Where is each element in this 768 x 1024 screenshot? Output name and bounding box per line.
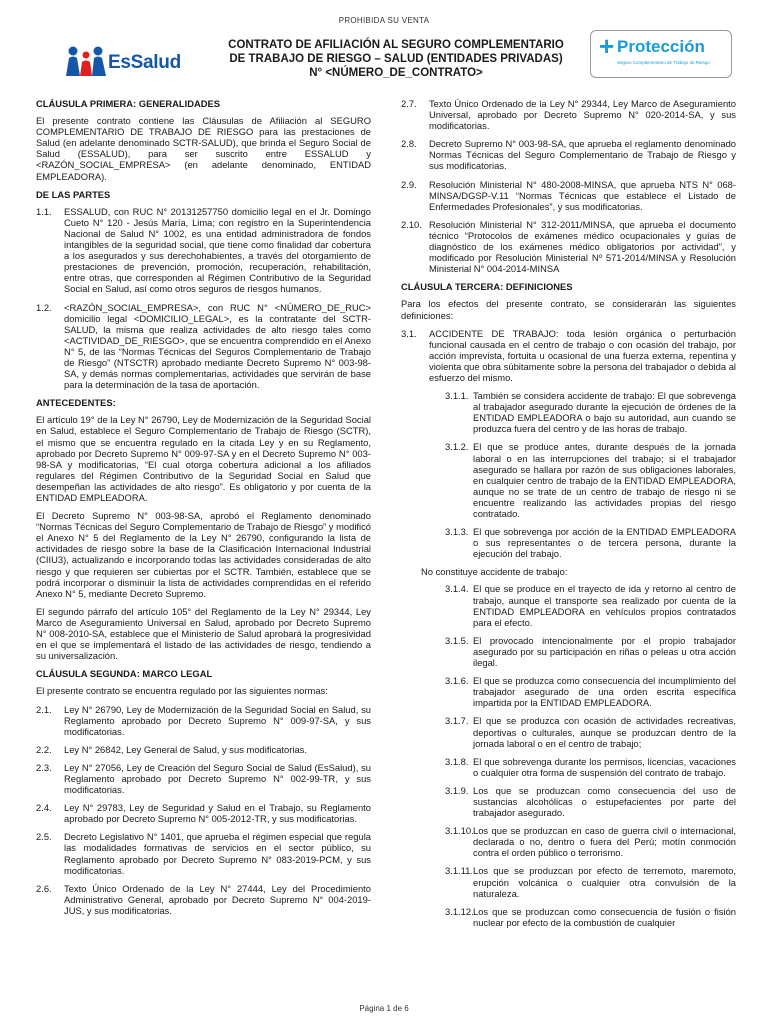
sub-item-number: 3.1.4. [445, 583, 469, 595]
page-number: Página 1 de 6 [359, 1004, 409, 1013]
sub-item-number: 3.1.1. [445, 390, 469, 402]
heading-clausula-primera: CLÁUSULA PRIMERA: GENERALIDADES [36, 98, 221, 109]
sub-list-item [401, 390, 736, 434]
item-text: Texto Único Ordenado de la Ley N° 27444, Ley del Procedimiento Administrativo General, aprobado por Decreto Supremo N° 004-2019-JUS, y sus modificatorias. [64, 882, 371, 916]
sub-list-item [401, 583, 736, 627]
list-item [401, 179, 736, 212]
sub-item-text: Los que se produzcan como consecuencia de fusión o fisión nuclear por efecto de la combustión de cualquier [473, 905, 736, 928]
plus-icon: + [599, 31, 615, 61]
item-number: 2.3. [36, 761, 52, 773]
item-number: 2.9. [401, 178, 417, 190]
item-number: 2.1. [36, 703, 52, 715]
heading-clausula-segunda: CLÁUSULA SEGUNDA: MARCO LEGAL [36, 668, 213, 680]
paragraph-definiciones: Para los efectos del presente contrato, se considerarán las siguientes definiciones: [401, 298, 736, 321]
sub-item-number: 3.1.10. [445, 825, 474, 837]
sub-item-number: 3.1.12. [445, 905, 474, 917]
item-text: Ley N° 29783, Ley de Seguridad y Salud en el Trabajo, su Reglamento aprobado por Decreto Supremo N° 005-2012-TR, y sus modificatorias. [64, 802, 371, 825]
item-text: Ley N° 26842, Ley General de Salud, y sus modificatorias. [64, 743, 307, 755]
item-text: <RAZÓN_SOCIAL_EMPRESA>, con RUC N° <NÚMERO_DE_RUC> domicilio legal <DOMICILIO_LEGAL>, es la contratante del SCTR-SALUD, la misma que realiza actividades de alto riesgo tales como <ACTIVIDAD_DE_RIESGO>, que se encuentra comprendido en el Anexo N° 5, de las “Normas Técnicas del Seguros Complementario de Trabajo de Riesgo” (NTSCTR) aprobado mediante Decreto Supremo N° 003-98-SA, y demás normas complementarias, actividades que servirán de base para la determinación de la tasa de aportación. [64, 301, 371, 391]
list-item [401, 328, 736, 383]
sub-item-number: 3.1.7. [445, 715, 469, 727]
list-item [36, 762, 371, 795]
title-line-3: N° <NÚMERO_DE_CONTRATO> [309, 67, 483, 79]
item-number: 2.8. [401, 138, 417, 150]
top-note: PROHIBIDA SU VENTA [338, 16, 430, 25]
paragraph-antecedentes-1: El artículo 19° de la Ley N° 26790, Ley de Modernización de la Seguridad Social en Salud, establece el Seguro Complementario de Trabajo de Riesgo (SCTR), el mismo que se encuentra regulado en la citada Ley y en su Reglamento, aprobado por Decreto Supremo N° 009-97-SA y en el Decreto Supremo N° 003-98-SA y modificatorias, “El cual otorga cobertura adicional a los afiliados regulares del Régimen Contributivo de la Seguridad Social en Salud que desempeñan las actividades de alto riesgo”. Es obligatorio y por cuenta de la ENTIDAD EMPLEADORA. [36, 414, 371, 503]
item-text: Decreto Legislativo N° 1401, que aprueba el régimen especial que regula las modalidades formativas de servicios en el sector público, su Reglamento aprobado por Decreto Supremo N° 083-2019-PCM, y sus modificatorias. [64, 831, 371, 876]
item-text: Resolución Ministerial N° 480-2008-MINSA, que aprueba NTS N° 068-MINSA/DGSP-V.11 “Normas Técnicas que establece el Listado de Enfermedades Profesionales”, y sus modificatorias. [429, 178, 736, 212]
proteccion-logo [590, 30, 732, 78]
list-item [401, 219, 736, 274]
item-number: 2.2. [36, 743, 52, 755]
sub-list-item [401, 906, 736, 928]
item-number: 1.1. [36, 205, 52, 217]
list-item [36, 802, 371, 824]
item-text: Texto Único Ordenado de la Ley N° 29344, Ley Marco de Aseguramiento Universal, aprobado por Decreto Supremo N° 020-2014-SA, y sus modificatorias. [429, 98, 736, 132]
sub-item-text: Los que se produzcan en caso de guerra civil o internacional, declarada o no, dentro o fuera del Perú; motín conmoción contra el orden público o terrorismo. [473, 825, 736, 859]
no-accident-label: No constituye accidente de trabajo: [421, 566, 568, 578]
sub-item-text: Los que se produzcan por efecto de terremoto, maremoto, erupción volcánica o cualquier otra convulsión de la naturaleza. [473, 865, 736, 899]
list-item [36, 206, 371, 295]
sub-item-number: 3.1.3. [445, 526, 469, 538]
sub-list-item [401, 785, 736, 818]
item-number: 2.10. [401, 218, 422, 230]
sub-item-number: 3.1.11. [445, 865, 473, 877]
paragraph-antecedentes-3: El segundo párrafo del artículo 105° del Reglamento de la Ley N° 29344, Ley Marco de Aseguramiento Universal en Salud, aprobado por Decreto Supremo N° 008-2010-SA, establece que el Ministerio de Salud aprobará la progresividad en el que se implementará el listado de las actividades de riesgo, tendiendo a su universalización. [36, 605, 371, 662]
sub-list-item [401, 715, 736, 748]
sub-item-number: 3.1.8. [445, 755, 469, 767]
contract-title [216, 38, 576, 80]
heading-antecedentes: ANTECEDENTES: [36, 397, 116, 409]
title-line-1: CONTRATO DE AFILIACIÓN AL SEGURO COMPLEMENTARIO [228, 39, 564, 51]
heading-partes: DE LAS PARTES [36, 188, 111, 200]
sub-item-text: El que sobrevenga por acción de la ENTIDAD EMPLEADORA o sus representantes o de tercera persona, durante la ejecución del trabajo. [473, 526, 736, 560]
sub-item-number: 3.1.9. [445, 784, 469, 796]
sub-item-text: El que se produzca como consecuencia del incumplimiento del trabajador asegurado de una orden escrita específica impartida por la ENTIDAD EMPLEADORA. [473, 675, 736, 709]
right-column [401, 98, 736, 935]
sub-item-text: Los que se produzcan como consecuencia del uso de sustancias alcohólicas o estupefacientes por parte del trabajador asegurado. [473, 784, 736, 819]
sub-item-number: 3.1.2. [445, 441, 469, 453]
item-text: Ley N° 27056, Ley de Creación del Seguro Social de Salud (EsSalud), su Reglamento aprobado por Decreto Supremo N° 002-99-TR, y sus modificatorias. [64, 761, 371, 796]
paragraph-generalidades: El presente contrato contiene las Cláusulas de Afiliación al SEGURO COMPLEMENTARIO DE TRABAJO DE RIESGO para las prestaciones de Salud (en adelante denominado SCTR-SALUD), que brinda el Seguro Social de Salud (ESSALUD), para ser suscrito entre ESSALUD y <RAZÓN_SOCIAL_EMPRESA> (en adelante denominado, ENTIDAD EMPLEADORA). [36, 115, 371, 182]
sub-list-item [401, 865, 736, 898]
sub-list-item [401, 756, 736, 778]
sub-item-text: El que se produce antes, durante después de la jornada laboral o en las interrupciones del trabajo; si el trabajador asegurado se hallara por razón de sus obligaciones laborales, en cualquier centro de trabajo de la ENTIDAD EMPLEADORA, aunque no se trate de un centro de trabajo de riesgo ni se encuentre realizando las actividades propias del riesgo contratado. [473, 441, 736, 519]
sub-item-number: 3.1.6. [445, 675, 469, 687]
title-line-2: DE TRABAJO DE RIESGO – SALUD (ENTIDADES PRIVADAS) [229, 53, 563, 65]
sub-item-text: El provocado intencionalmente por el propio trabajador asegurado por su participación en riñas o peleas u otra acción ilegal. [473, 634, 736, 669]
proteccion-word: Protección [617, 37, 705, 56]
item-text: ESSALUD, con RUC N° 20131257750 domicilio legal en el Jr. Domingo Cueto N° 120 - Jesús María, Lima; con registro en la Superintendencia Nacional de Salud N° 1002, es una entidad administradora de fondos intangibles de la seguridad social, que tiene como finalidad dar cobertura a los asegurados y sus derechohabientes, a través del otorgamiento de prestaciones de prevención, promoción, recuperación, rehabilitación, entre otras, que corresponden al Régimen Contributivo de la Seguridad Social en Salud, así como otros seguros de riesgos humanos. [64, 205, 371, 295]
sub-list-item [401, 635, 736, 668]
list-item [36, 704, 371, 737]
item-number: 1.2. [36, 301, 52, 313]
item-number: 2.4. [36, 802, 52, 814]
essalud-logo [64, 42, 224, 82]
list-item [36, 302, 371, 391]
left-column [36, 98, 371, 923]
sub-list-item [401, 825, 736, 858]
list-item [36, 744, 371, 755]
item-number: 2.7. [401, 98, 417, 109]
paragraph-antecedentes-2: El Decreto Supremo N° 003-98-SA, aprobó el Reglamento denominado “Normas Técnicas del Seguro Complementario de Trabajo de Riesgo” y modificó el Anexo N° 5 del Reglamento de la Ley N° 26790, configurando la lista de actividades de riesgo sobre la base de la Clasificación Internacional Industrial (CIIU3), actualizando e incorporando todas las actividades consideradas de alto riesgo y que requieren ser cubiertas por el SCTR. También, establece que se podrá incorporar o disminuir la lista de actividades comprendidas en el referido Anexo N° 5, mediante Decreto Supremo. [36, 510, 371, 599]
paragraph-marco-legal: El presente contrato se encuentra regulado por las siguientes normas: [36, 685, 328, 697]
item-text: ACCIDENTE DE TRABAJO: toda lesión orgánica o perturbación funcional causada en el centro de trabajo o con ocasión del trabajo, por acción imprevista, fortuita u ocasional de una fuerza externa, repentina y violenta que obra súbitamente sobre la persona del trabajador o debida al esfuerzo del mismo. [429, 327, 736, 383]
item-text: Resolución Ministerial N° 312-2011/MINSA, que aprueba el documento técnico “Protocolos de exámenes médico ocupacionales y guías de diagnóstico de los exámenes médico obligatorios por actividad”, y modificado por Resolución Ministerial Nº 571-2014/MINSA y Resolución Ministerial N° 004-2014-MINSA [429, 218, 736, 275]
heading-clausula-tercera: CLÁUSULA TERCERA: DEFINICIONES [401, 281, 573, 293]
essalud-brand: EsSalud [108, 52, 181, 73]
proteccion-subtitle: Seguro Complementario de Trabajo de Riesgo [617, 60, 710, 65]
list-item [401, 98, 736, 131]
list-item [36, 831, 371, 875]
item-text: Decreto Supremo N° 003-98-SA, que aprueba el reglamento denominado Normas Técnicas del Seguro Complementario de Trabajo de Riesgo y sus modificatorias. [429, 138, 736, 172]
sub-item-text: El que se produce en el trayecto de ida y retorno al centro de trabajo, aunque el transporte sea realizado por cuenta de la ENTIDAD EMPLEADORA en vehículos propios contratados para el efecto. [473, 583, 736, 628]
item-number: 2.5. [36, 831, 52, 843]
sub-item-number: 3.1.5. [445, 634, 469, 646]
sub-item-text: El que sobrevenga durante los permisos, licencias, vacaciones o cualquier otra forma de suspensión del contrato de trabajo. [473, 755, 736, 778]
item-number: 3.1. [401, 327, 417, 339]
sub-item-text: El que se produzca con ocasión de actividades recreativas, deportivas o culturales, aunque se produzcan dentro de la jornada laboral o en el centro de trabajo; [473, 715, 736, 749]
sub-item-text: También se considera accidente de trabajo: El que sobrevenga al trabajador asegurado durante la ejecución de órdenes de la ENTIDAD EMPLEADORA o bajo su autoridad, aun cuando se produzca fuera del centro y de las horas de trabajo. [473, 390, 736, 435]
item-number: 2.6. [36, 882, 52, 894]
essalud-people-icon [64, 44, 108, 78]
document-header [36, 30, 736, 106]
list-item [36, 883, 371, 916]
list-item [401, 138, 736, 171]
sub-list-item [401, 526, 736, 559]
sub-list-item [401, 675, 736, 708]
sub-list-item [401, 441, 736, 519]
item-text: Ley N° 26790, Ley de Modernización de la Seguridad Social en Salud, su Reglamento aprobado por Decreto Supremo N° 009-97-SA, y sus modificatorias. [64, 703, 371, 737]
